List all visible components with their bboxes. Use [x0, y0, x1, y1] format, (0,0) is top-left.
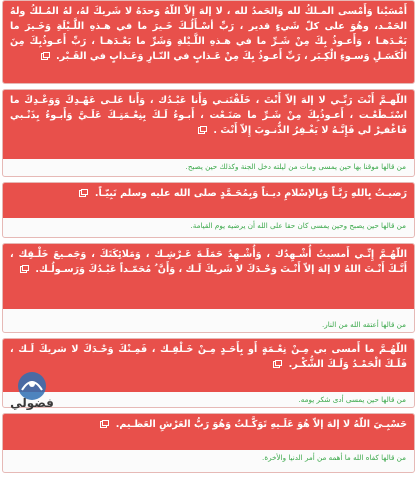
virtue-note: من قالها موقنا بها حين يمسى ومات من ليلته دخل الجنة وكذلك حين يصبح. [185, 162, 406, 171]
dua-card [2, 338, 415, 408]
virtue-note: من قالها حين يمسى أدى شكر يومه. [298, 395, 406, 404]
virtue-note: من قالها كفاه الله ما أهمه من أمر الدنيا والأخرة. [262, 453, 406, 462]
dua-text-box [3, 414, 414, 450]
dua-text-box [3, 244, 414, 309]
azkar-list [2, 0, 415, 478]
dua-card [2, 182, 415, 238]
dua-text: اللّهُـمَّ ما أَمسى بي مِـنْ نِعْـمَةٍ أَو بِأَحَـدٍ مِـنْ خَـلْقِـك ، فَمِـنْكَ وَحْـدَكَ لا شريكَ لَـك ، فَلَـكَ الْحَمْـدُ وَلَـكَ الشُّكْـر. [10, 344, 407, 370]
dua-text: رَضيـتُ بِاللهِ رَبَّـاً وَبِالإسْلامِ ديـناً وَبِمُحَـمَّدٍ صلى الله عليه وسلم نَبِيّـاً. [94, 188, 407, 199]
virtue-note: من قالها أعتقه الله من النار. [321, 320, 406, 329]
dua-card [2, 89, 415, 177]
dua-card [2, 0, 415, 84]
dua-card [2, 413, 415, 473]
virtue-note: من قالها حين يصبح وحين يمسى كان حقا على الله أن يرضيه يوم القيامة. [190, 221, 406, 230]
copy-icon[interactable] [41, 52, 50, 60]
logo-text: فضولي [10, 396, 54, 410]
dua-text: اللّهُـمَّ إِنِّـي أَمسيتُ أُشْـهِدُك ، وَأُشْـهِدُ حَمَلَـةَ عَـرْشِـك ، وَمَلائِكَتَكَ ، وَجَمـيعَ خَلْـقِك ، أَنَّـكَ أَنْـتَ اللهُ لا إلهَ إلاّ أَنْـتَ وَحْـدَكَ لا شَريكَ لَـك ، وَأَنَّ ُ مُحَمّـداً عَبْـدُكَ وَرَسـولُـك. [10, 249, 407, 275]
copy-icon[interactable] [20, 265, 29, 273]
dua-text-box [3, 183, 414, 218]
site-logo [6, 366, 58, 418]
dua-text-box [3, 339, 414, 392]
dua-text: أَمْسَيْنا وَأَمْسى المـلكُ لله وَالحَمدُ لله ، لا إلهَ إلاّ اللّهُ وَحدَهُ لا شَريكَ لهُ، لهُ المُـلكُ ولهُ الحَمْـد، وهُوَ على كلّ شَيءٍ قدير ، رَبِّ أسْـأَلُـكَ خَـيرَ ما في هـذهِ اللَّـيْلَةِ وَخَـيرَ ما بَعْـدَهـا ، وَأَعـوذُ بِكَ مِنْ شَـرِّ ما في هـذهِ اللَّـيْلةِ وَشَرِّ ما بَعْـدَهـا ، رَبِّ أَعـوذُبِكَ مِنَ الْكَسَـلِ وَسـوءِ الْكِـبَر ، رَبِّ أَعـوذُ بِكَ مِنْ عَـذابٍ في النّـارِ وَعَـذابٍ في القَـبْر. [10, 6, 407, 62]
dua-text-box [3, 90, 414, 159]
dua-text: حَسْبِـيَ اللّهُ لا إلهَ إلاّ هُوَ عَلَـيهِ تَوَكَّـلتُ وَهُوَ رَبُّ العَرْشِ العَظـيم. [115, 419, 407, 430]
copy-icon[interactable] [79, 189, 88, 197]
copy-icon[interactable] [100, 420, 109, 428]
dua-text: اللّهـمَّ أَنْتَ رَبِّـي لا إلهَ إلاّ أَنْتَ ، خَلَقْتَنـي وَأَنا عَبْـدُك ، وَأَنا عَلـى عَهْـدِكَ وَوَعْـدِكَ ما اسْتَـطَعْـت ، أَعـوذُبِكَ مِنْ شَـرِّ ما صَنَـعْت ، أَبـوءُ لَـكَ بِنِعْـمَتِـكَ عَلَـيَّ وَأَبـوءُ بِذَنْـبي فَاغْفـِرْ لي فَإِنَّـهُ لا يَغْـفِرُ الذُّنـوبَ إِلاّ أَنْتَ . [10, 95, 407, 136]
dua-card [2, 243, 415, 333]
copy-icon[interactable] [198, 126, 207, 134]
dua-text-box [3, 1, 414, 83]
copy-icon[interactable] [273, 360, 282, 368]
